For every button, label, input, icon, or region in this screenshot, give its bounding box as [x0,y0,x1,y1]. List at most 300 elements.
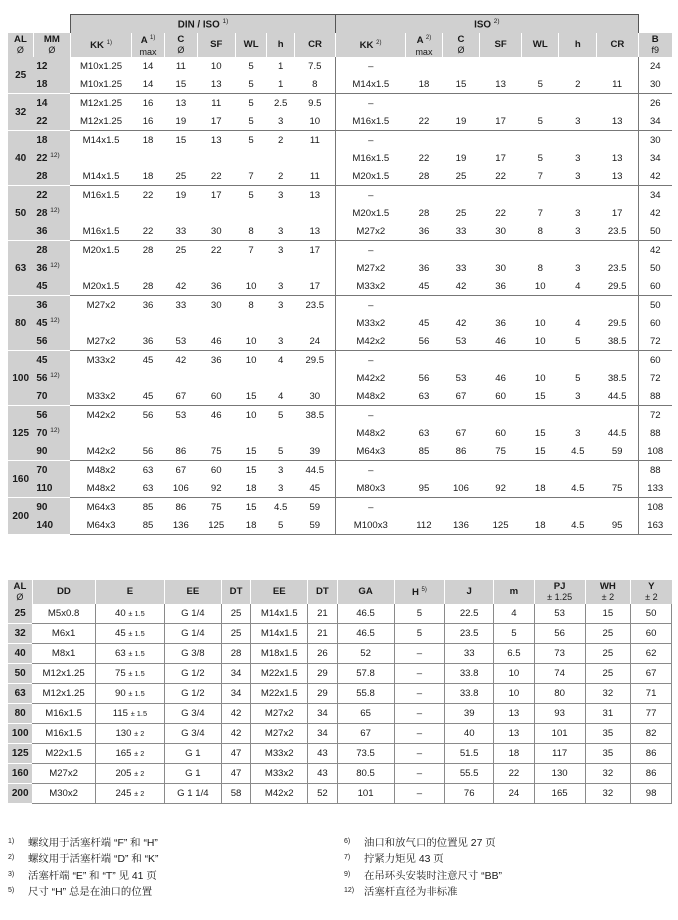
din-cr-cell: 7.5 [294,57,335,75]
din-a-cell: 28 [132,277,165,296]
din-sf-cell [197,424,235,442]
b-cell: 88 [649,427,661,439]
wh-cell: 35 [585,724,631,744]
iso-h-cell [559,498,597,517]
footnote-text: 拧紧力矩见 43 页 [364,854,444,866]
iso-c-cell: 106 [442,479,479,498]
iso-wl-cell: 10 [534,317,546,329]
dt2-cell: 52 [308,784,337,804]
iso-kk-cell: – [368,299,374,311]
din-a-cell [132,314,165,332]
din-wl-cell: 5 [248,97,254,109]
rod-diameter-value: 90 [36,445,48,457]
footnote-ref: 12) [50,316,60,324]
din-c-cell: 15 [164,75,197,94]
m-cell: 13 [494,724,535,744]
din-sf-cell [197,259,235,277]
rod-diameter-cell [33,498,70,517]
iso-c-cell: 33 [455,262,467,274]
din-wl-cell: 15 [245,464,257,476]
rod-diameter-cell [33,387,70,406]
footnote-mark: 3) [8,870,15,878]
iso-h-cell: 3 [559,222,597,241]
iso-a-cell [405,296,442,315]
rod-diameter-value: 18 [36,78,48,90]
footnotes-left [8,836,158,901]
iso-h-cell: 2 [559,75,597,94]
iso-group-header: ISO $^{2)}$ [336,15,638,34]
j-cell: 51.5 [445,744,494,764]
din-c-cell: 67 [164,387,197,406]
b-cell: 34 [649,152,661,164]
b-cell: 163 [638,516,672,535]
iso-sf-cell [479,131,521,150]
pj-cell: 53 [534,604,585,624]
rod-diameter-cell [33,424,70,442]
footnote [8,885,158,901]
iso-kk-cell: M100x3 [336,516,406,535]
iso-h-cell [559,461,597,480]
din-kk-cell: M20x1.5 [70,277,131,296]
col-mm: MM Ø [33,33,70,57]
din-a-cell [132,259,165,277]
j-cell: 55.5 [445,764,494,784]
pj-cell: 74 [534,664,585,684]
ga-cell: 55.8 [337,684,394,704]
din-h-cell [267,204,294,222]
din-cr-cell: 10 [294,112,335,131]
dt-cell: 42 [221,724,250,744]
rod-diameter-cell [33,186,70,205]
iso-cr-cell [597,406,638,425]
iso-sf-cell: 30 [495,262,506,274]
footnote-mark: 9) [344,870,351,878]
din-c-cell: 53 [175,409,187,421]
iso-c-cell [442,498,479,517]
iso-cr-cell [597,57,638,75]
col2-pj: PJ ± 1.25 [534,580,585,604]
e-value: 45 [115,628,126,639]
iso-wl-cell: 10 [522,277,559,296]
wh-cell: 35 [585,744,631,764]
din-kk-cell [70,369,131,387]
m-cell: 18 [494,744,535,764]
col-sf: SF [197,33,235,57]
din-kk-cell: M64x3 [70,516,131,535]
rod-diameter-cell [33,314,70,332]
iso-kk-cell: M64x3 [336,442,406,461]
iso-cr-cell [597,461,638,480]
col-b: B f9 [638,33,672,57]
iso-h-cell: 4 [559,277,597,296]
b-cell: 42 [649,207,661,219]
table-row [8,57,672,75]
din-a-cell: 22 [142,189,154,201]
b-cell: 60 [638,277,672,296]
iso-h-cell [559,186,597,205]
m-cell: 5 [494,624,535,644]
din-h-cell: 5 [267,442,294,461]
m-cell: 10 [494,664,535,684]
footnote-text: 螺纹用于活塞杆端 “F” 和 “H” [28,838,158,849]
dt-cell: 34 [221,664,250,684]
e-tolerance: ± 1.5 [128,669,145,678]
cylinder-dimensions-table [8,14,672,535]
h-cell: – [394,744,445,764]
rod-diameter-cell [33,167,70,186]
iso-wl-cell [522,406,559,425]
din-c-cell: 67 [175,464,187,476]
iso-wl-cell [522,186,559,205]
h-cell: 5 [394,624,445,644]
din-h-cell: 3 [278,189,284,201]
din-c-cell: 53 [164,332,197,351]
rod-diameter-value: 70 [36,464,48,476]
iso-h-cell: 3 [575,262,581,274]
iso-c-cell [442,351,479,370]
iso-sf-cell: 46 [495,372,506,384]
bore-diameter-cell: 25 [8,604,32,624]
bore-diameter-cell: 200 [8,784,32,804]
iso-cr-cell [597,186,638,205]
din-c-cell: 42 [164,277,197,296]
din-sf-cell: 17 [197,112,235,131]
rod-diameter-cell [33,296,70,315]
din-a-cell [132,424,165,442]
table-row [8,604,672,624]
iso-wl-cell: 10 [534,372,546,384]
din-kk-cell [70,204,131,222]
din-kk-cell: M14x1.5 [82,134,120,146]
din-h-cell: 4 [278,354,284,366]
e-cell [95,704,164,724]
m-cell: 4 [494,604,535,624]
din-kk-cell [70,259,131,277]
b-cell: 50 [638,222,672,241]
iso-c-cell: 67 [455,427,467,439]
e-tolerance: ± 1.5 [130,709,148,718]
b-cell: 26 [649,97,661,109]
ga-cell: 80.5 [337,764,394,784]
m-cell: 10 [494,684,535,704]
col2-j: J [445,580,494,604]
j-cell: 33.8 [445,684,494,704]
din-cr-cell: 24 [294,332,335,351]
din-wl-cell: 15 [235,387,267,406]
iso-c-cell: 15 [442,75,479,94]
iso-sf-cell: 30 [479,222,521,241]
din-c-cell: 33 [164,222,197,241]
e-value: 245 [115,788,132,799]
table-row [8,351,672,370]
din-c-cell: 86 [164,442,197,461]
din-cr-cell: 13 [294,186,335,205]
column-header-row [8,33,672,57]
y-cell: 86 [631,744,672,764]
din-kk-cell: M27x2 [86,299,116,311]
col2-ga: GA [337,580,394,604]
din-wl-cell: 5 [248,134,254,146]
din-h-cell: 5 [278,409,284,421]
rod-diameter-value: 36 [36,262,48,274]
table-row [8,479,672,498]
din-wl-cell: 5 [235,75,267,94]
b-cell: 30 [638,75,672,94]
col2-y-label: Y [648,581,655,592]
j-cell: 40 [445,724,494,744]
iso-h-cell [559,241,597,260]
wh-cell: 25 [585,664,631,684]
table-row [8,387,672,406]
iso-h-cell [559,296,597,315]
din-wl-cell: 7 [248,244,254,256]
din-cr-cell: 39 [294,442,335,461]
din-sf-cell: 46 [197,332,235,351]
bore-diameter-cell: 125 [8,406,33,461]
h-cell: – [394,784,445,804]
din-a-cell [132,369,165,387]
ee2-cell: M14x1.5 [251,604,308,624]
iso-a-cell: 28 [418,207,430,219]
iso-wl-cell [522,351,559,370]
bore-diameter-cell: 125 [8,744,32,764]
iso-h-cell: 3 [559,112,597,131]
din-h-cell: 2 [267,167,294,186]
table-row [8,424,672,442]
e-cell [95,644,164,664]
ee-cell: G 3/4 [164,724,221,744]
iso-c-cell: 67 [442,387,479,406]
b-cell: 108 [638,442,672,461]
din-kk-cell: M16x1.5 [82,189,120,201]
bore-diameter-cell: 40 [8,644,32,664]
din-a-cell: 14 [142,60,154,72]
iso-cr-cell [597,498,638,517]
table-row [8,442,672,461]
col2-ee: EE [164,580,221,604]
iso-a-cell: 45 [405,277,442,296]
dt-cell: 58 [221,784,250,804]
rod-diameter-cell [33,479,70,498]
bore-diameter-cell: 63 [8,241,33,296]
e-tolerance: ± 2 [134,749,145,758]
iso-h-cell: 5 [559,332,597,351]
iso-c-cell: 136 [442,516,479,535]
rod-diameter-cell [33,94,70,113]
din-sf-cell: 10 [210,60,222,72]
din-sf-cell: 13 [197,75,235,94]
din-cr-cell: 17 [294,277,335,296]
din-sf-cell: 17 [210,189,222,201]
din-sf-cell: 36 [210,354,222,366]
iso-h-cell: 3 [575,152,581,164]
pj-cell: 56 [534,624,585,644]
e-value: 205 [115,768,132,779]
iso-wl-cell: 15 [522,442,559,461]
iso-sf-cell: 22 [495,207,506,219]
din-a-cell: 16 [142,97,154,109]
din-h-cell: 1 [278,60,284,72]
iso-kk-cell: M20x1.5 [336,167,406,186]
col2-y-tolerance: ± 2 [645,592,658,602]
din-kk-cell: M12x1.25 [70,112,131,131]
rod-diameter-cell [33,75,70,94]
iso-wl-cell: 10 [522,332,559,351]
bore-diameter-cell: 63 [8,684,32,704]
dd-cell: M5x0.8 [32,604,95,624]
iso-c-cell: 42 [455,317,467,329]
iso-a-cell: 112 [405,516,442,535]
rod-diameter-value: 70 [36,390,48,402]
iso-cr-cell: 29.5 [597,277,638,296]
iso-wl-cell: 8 [537,262,543,274]
iso-cr-cell [597,94,638,113]
din-a-cell: 16 [132,112,165,131]
iso-kk-cell: – [368,501,374,513]
iso-sf-cell: 125 [479,516,521,535]
footnote-text: 活塞杆直径为非标准 [364,886,458,898]
iso-wl-cell: 5 [537,152,543,164]
iso-sf-cell: 60 [479,387,521,406]
y-cell: 71 [631,684,672,704]
iso-c-cell [442,57,479,75]
iso-kk-cell: M20x1.5 [352,207,390,219]
iso-h-cell: 3 [575,207,581,219]
y-cell: 60 [631,624,672,644]
iso-sf-cell [479,406,521,425]
din-a-cell: 63 [142,464,154,476]
din-a-cell: 56 [132,442,165,461]
pj-cell: 117 [534,744,585,764]
ga-cell: 101 [337,784,394,804]
din-wl-cell [235,259,267,277]
din-wl-cell [235,149,267,167]
iso-sf-cell [479,57,521,75]
iso-a-cell: 45 [418,317,430,329]
m-cell: 6.5 [494,644,535,664]
b-cell: 60 [649,317,661,329]
table-row [8,704,672,724]
rod-diameter-value: 22 [36,115,48,127]
din-wl-cell: 15 [235,442,267,461]
rod-diameter-value: 36 [36,225,48,237]
iso-h-cell: 4.5 [559,479,597,498]
b-cell: 133 [638,479,672,498]
b-cell: 24 [649,60,661,72]
col2-al: AL Ø [8,580,32,604]
e-tolerance: ± 1.5 [128,649,145,658]
rod-diameter-value: 28 [36,244,48,256]
ee2-cell: M22x1.5 [251,684,308,704]
ee2-cell: M33x2 [251,764,308,784]
iso-cr-cell: 29.5 [597,314,638,332]
iso-sf-cell [479,498,521,517]
dt-cell: 25 [221,624,250,644]
din-a-cell: 85 [142,501,154,513]
iso-a-cell: 63 [405,387,442,406]
dt-cell: 47 [221,764,250,784]
dt-cell: 34 [221,684,250,704]
iso-c-cell [442,296,479,315]
dd-cell: M6x1 [32,624,95,644]
iso-h-cell [559,94,597,113]
iso-kk-cell: M48x2 [356,427,386,439]
din-h-cell: 2.5 [274,97,288,109]
iso-a-cell [405,406,442,425]
rod-diameter-cell [33,112,70,131]
ee2-cell: M33x2 [251,744,308,764]
bore-diameter-cell: 50 [8,186,33,241]
e-cell [95,684,164,704]
footnote [344,852,502,868]
iso-kk-cell: M33x2 [336,277,406,296]
ee2-cell: M18x1.5 [251,644,308,664]
m-cell: 24 [494,784,535,804]
ee2-cell: M27x2 [251,704,308,724]
iso-c-cell [442,94,479,113]
din-h-cell: 3 [267,112,294,131]
iso-kk-cell: M16x1.5 [336,112,406,131]
iso-c-cell [442,131,479,150]
din-wl-cell [235,204,267,222]
b-cell: 72 [638,332,672,351]
e-value: 130 [115,728,132,739]
y-cell: 50 [631,604,672,624]
ee-cell: G 1 [164,744,221,764]
iso-kk-cell: – [368,60,374,72]
din-kk-cell: M10x1.25 [70,75,131,94]
din-c-cell [164,369,197,387]
din-h-cell [267,424,294,442]
din-c-cell: 86 [175,501,187,513]
iso-sf-cell: 36 [495,317,506,329]
din-h-cell: 4 [267,387,294,406]
iso-cr-cell: 44.5 [597,424,638,442]
col-h: h [267,33,294,57]
col-cr: CR [294,33,335,57]
rod-diameter-cell [33,369,70,387]
wh-cell: 32 [585,784,631,804]
rod-diameter-cell [33,259,70,277]
din-wl-cell: 10 [235,277,267,296]
ga-cell: 67 [337,724,394,744]
table-row [8,406,672,425]
wh-cell: 15 [585,604,631,624]
ee-cell: G 1/2 [164,664,221,684]
iso-kk-cell: M42x2 [356,372,386,384]
din-wl-cell: 18 [235,516,267,535]
j-cell: 33.8 [445,664,494,684]
table2-body [8,604,672,804]
table-row [8,296,672,315]
din-iso-group-header: DIN / ISO $^{1)}$ [70,15,335,34]
col2-dt2: DT [308,580,337,604]
bore-diameter-cell: 100 [8,351,33,406]
rod-diameter-value: 12 [36,60,48,72]
footnote [8,836,158,852]
iso-kk-cell: – [368,464,374,476]
e-cell [95,604,164,624]
table-row [8,112,672,131]
col-cr-iso: CR [597,33,638,57]
footnote-ref: 12) [50,261,60,269]
din-wl-cell [235,369,267,387]
col-al: AL Ø [8,33,33,57]
iso-kk-cell: M14x1.5 [336,75,406,94]
b-cell: 72 [649,372,661,384]
iso-a-cell: 22 [418,152,430,164]
ee2-cell: M42x2 [251,784,308,804]
